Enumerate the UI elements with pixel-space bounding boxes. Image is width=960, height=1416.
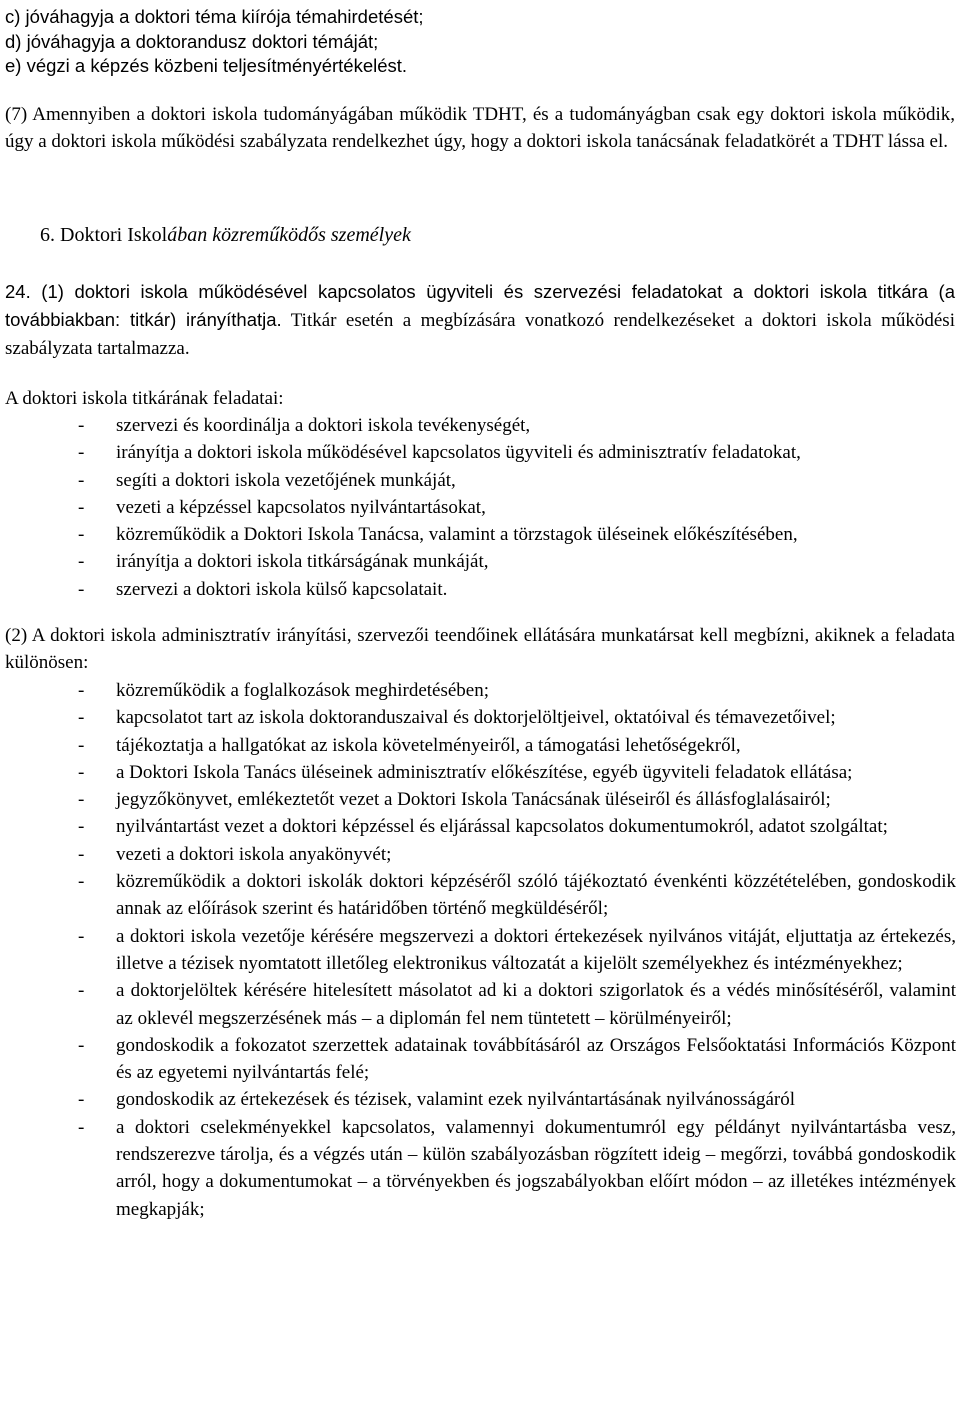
list-item: - vezeti a képzéssel kapcsolatos nyilvántartásokat, [78, 494, 956, 521]
list-item: - kapcsolatot tart az iskola doktoranduszaival és doktorjelöltjeivel, oktatóival és témavezetőivel; [78, 704, 956, 731]
list-item: - tájékoztatja a hallgatókat az iskola követelményeiről, a támogatási lehetőségekről, [78, 732, 956, 759]
heading-plain: Doktori Iskol [60, 224, 168, 246]
heading-italic: ában közreműködős személyek [167, 224, 411, 246]
list-item: - közreműködik a Doktori Iskola Tanácsa, valamint a törzstagok üléseinek előkészítésében, [78, 521, 956, 548]
list-item: - gondoskodik az értekezések és tézisek, valamint ezek nyilvántartásának nyilvánosságáról [78, 1086, 956, 1113]
secretary-intro: A doktori iskola titkárának feladatai: [5, 388, 284, 409]
section-24-rest: Titkár esetén a megbízására vonatkozó rendelkezéseket a doktori iskola működési szabályzata tartalmazza. [5, 310, 955, 359]
administrative-task-list [78, 677, 956, 1223]
list-item: - szervezi a doktori iskola külső kapcsolatait. [78, 576, 956, 603]
list-item: - a doktorjelöltek kérésére hitelesített másolatot ad ki a doktori szigorlatok és a védés minősítéséről, valamint az oklevél megszerzésének más – a diplomán fel nem tüntetett – körülményeiről; [78, 977, 956, 1032]
section-heading [40, 221, 411, 249]
list-item: - irányítja a doktori iskola titkárságának munkáját, [78, 548, 956, 575]
top-line-e: e) végzi a képzés közbeni teljesítményértékelést. [5, 55, 408, 76]
list-item: - szervezi és koordinálja a doktori iskola tevékenységét, [78, 412, 956, 439]
list-item: - a Doktori Iskola Tanács üléseinek adminisztratív előkészítése, egyéb ügyviteli feladatok ellátása; [78, 759, 956, 786]
top-line-d: d) jóváhagyja a doktorandusz doktori témáját; [5, 31, 379, 52]
section-24-lead: 24. (1) doktori iskola működésével kapcsolatos ügyviteli és szervezési feladatokat a doktori iskola titkára (a továbbiakban: titkár) irányíthatja. [5, 281, 955, 331]
list-item: - a doktori iskola vezetője kérésére megszervezi a doktori értekezések nyilvános vitáját, eljuttatja az értekezés, illetve a tézisek nyomtatott illetőleg elektronikus változatát a kijelölt személyekhez és intézményekhez; [78, 923, 956, 978]
list-item: - segíti a doktori iskola vezetőjének munkáját, [78, 467, 956, 494]
paragraph-2-intro: (2) A doktori iskola adminisztratív irányítási, szervezői teendőinek ellátására munkatársat kell megbízni, akiknek a feladata különösen: [5, 625, 955, 674]
list-item: - közreműködik a foglalkozások meghirdetésében; [78, 677, 956, 704]
list-item: - nyilvántartást vezet a doktori képzéssel és eljárással kapcsolatos dokumentumokról, adatot szolgáltat; [78, 813, 956, 840]
list-item: - vezeti a doktori iskola anyakönyvét; [78, 841, 956, 868]
list-item: - irányítja a doktori iskola működésével kapcsolatos ügyviteli és adminisztratív feladatokat, [78, 439, 956, 466]
list-item: - gondoskodik a fokozatot szerzettek adatainak továbbításáról az Országos Felsőoktatási Információs Központ és az egyetemi nyilvántartás felé; [78, 1032, 956, 1087]
section-24 [5, 278, 955, 362]
secretary-task-list [78, 412, 956, 603]
heading-number: 6. [40, 224, 55, 246]
top-line-c: c) jóváhagyja a doktori téma kiírója témahirdetését; [5, 6, 424, 27]
paragraph-7: (7) Amennyiben a doktori iskola tudományágában működik TDHT, és a tudományágban csak egy doktori iskola működik, úgy a doktori iskola működési szabályzata rendelkezhet úgy, hogy a doktori iskola tanácsának feladatkörét a TDHT lássa el. [5, 104, 955, 153]
list-item: - közreműködik a doktori iskolák doktori képzéséről szóló tájékoztató évenkénti közzétételében, gondoskodik annak az előírások szerint és határidőben történő megküldéséről; [78, 868, 956, 923]
list-item: - jegyzőkönyvet, emlékeztetőt vezet a Doktori Iskola Tanácsának üléseiről és állásfoglalásairól; [78, 786, 956, 813]
list-item: - a doktori cselekményekkel kapcsolatos, valamennyi dokumentumról egy példányt nyilvántartásba vesz, rendszerezve tárolja, és a végzés után – külön szabályozásban rögzített ideig – megőrzi, továbbá gondoskodik arról, hogy a dokumentumokat – a törvényekben és jogszabályokban előírt módon – az illetékes intézmények megkapják; [78, 1114, 956, 1223]
